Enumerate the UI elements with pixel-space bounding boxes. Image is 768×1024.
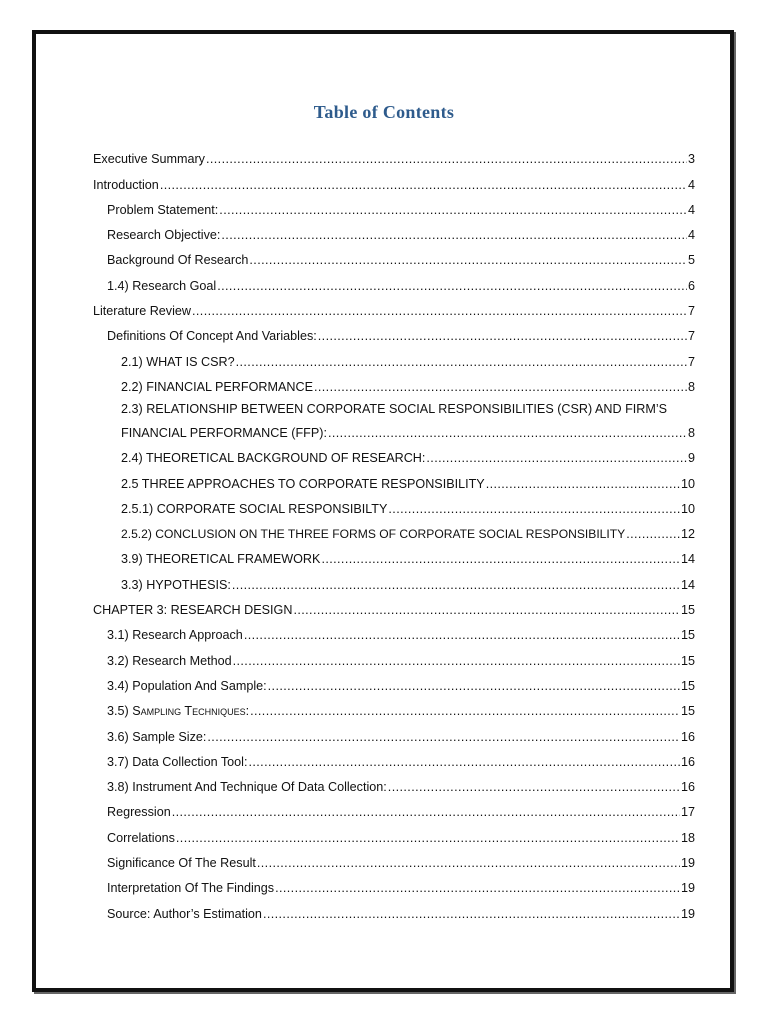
- toc-entry-label: Introduction: [93, 177, 159, 192]
- toc-entry-page: 16: [680, 754, 695, 769]
- toc-entry-page: 14: [680, 552, 695, 567]
- toc-entry-page: 7: [687, 354, 695, 369]
- toc-entry-label: 3.9) THEORETICAL FRAMEWORK: [121, 552, 321, 567]
- leader-dots: [388, 780, 680, 795]
- toc-entry[interactable]: [93, 441, 695, 466]
- leader-dots: [263, 907, 680, 922]
- toc-entry-label: 3.7) Data Collection Tool:: [107, 754, 248, 769]
- leader-dots: [486, 477, 680, 492]
- toc-entry-page: 14: [680, 577, 695, 592]
- toc-entry[interactable]: [93, 719, 695, 744]
- toc-entry-label: 2.3) RELATIONSHIP BETWEEN CORPORATE SOCIAL RESPONSIBILITIES (CSR) AND FIRM’S: [121, 401, 668, 416]
- toc-entry[interactable]: [93, 745, 695, 770]
- leader-dots: [219, 203, 687, 218]
- toc-entry[interactable]: [93, 370, 695, 395]
- toc-entry-label: FINANCIAL PERFORMANCE (FFP):: [121, 425, 327, 440]
- toc-entry[interactable]: [93, 466, 695, 491]
- leader-dots: [250, 704, 680, 719]
- toc-entry-page: 19: [680, 856, 695, 871]
- leader-dots: [257, 856, 680, 871]
- leader-dots: [426, 451, 687, 466]
- toc-entry-page: 4: [687, 202, 695, 217]
- toc-entry-page: 15: [680, 678, 695, 693]
- leader-dots: [206, 152, 687, 167]
- toc-entry-label: 2.5.2) CONCLUSION ON THE THREE FORMS OF CORPORATE SOCIAL RESPONSIBILITY: [121, 527, 626, 542]
- toc-entry[interactable]: [93, 492, 695, 517]
- toc-entry-label: 3.8) Instrument And Technique Of Data Collection:: [107, 780, 387, 795]
- toc-entry-continuation: [121, 424, 695, 441]
- toc-entry-page: 19: [680, 906, 695, 921]
- toc-entry[interactable]: [93, 694, 695, 719]
- leader-dots: [248, 755, 680, 770]
- leader-dots: [176, 831, 680, 846]
- leader-dots: [232, 578, 680, 593]
- toc-entry-label: 2.4) THEORETICAL BACKGROUND OF RESEARCH:: [121, 451, 426, 466]
- toc-entry[interactable]: [93, 395, 695, 441]
- toc-entry[interactable]: [93, 243, 695, 268]
- leader-dots: [233, 654, 680, 669]
- toc-entry[interactable]: [93, 193, 695, 218]
- toc-entry[interactable]: [93, 344, 695, 369]
- toc-entry-page: 8: [687, 379, 695, 394]
- toc-entry-label: 3.5) Sampling Techniques:: [107, 704, 250, 719]
- toc-entry-page: 10: [680, 476, 695, 491]
- toc-entry-page: 15: [680, 603, 695, 618]
- leader-dots: [328, 426, 687, 441]
- toc-entry[interactable]: [93, 618, 695, 643]
- toc-entry[interactable]: [93, 643, 695, 668]
- toc-entry[interactable]: [93, 218, 695, 243]
- leader-dots: [217, 279, 687, 294]
- toc-entry-page: 15: [680, 704, 695, 719]
- toc-entry-label: Problem Statement:: [107, 202, 219, 217]
- toc-entry[interactable]: [93, 268, 695, 293]
- toc-entry-page: 17: [680, 805, 695, 820]
- toc-entry-page: 12: [680, 527, 695, 542]
- toc-entry-label: Significance Of The Result: [107, 856, 256, 871]
- toc-entry-page: 8: [687, 425, 695, 440]
- toc-entry-label: 1.4) Research Goal: [107, 278, 217, 293]
- toc-entry-label: 3.4) Population And Sample:: [107, 678, 267, 693]
- leader-dots: [192, 304, 687, 319]
- leader-dots: [268, 679, 680, 694]
- leader-dots: [293, 603, 680, 618]
- toc-entry-label: 3.2) Research Method: [107, 653, 232, 668]
- toc-entry[interactable]: [93, 294, 695, 319]
- leader-dots: [318, 329, 687, 344]
- toc-entry[interactable]: [93, 820, 695, 845]
- toc-entry-label: Regression: [107, 805, 171, 820]
- toc-entry-label: Background Of Research: [107, 253, 249, 268]
- toc-entry[interactable]: [93, 871, 695, 896]
- leader-dots: [314, 380, 687, 395]
- toc-entry-page: 3: [687, 152, 695, 167]
- toc-entry[interactable]: [93, 846, 695, 871]
- toc-entry-page: 15: [680, 653, 695, 668]
- toc-entry[interactable]: [93, 167, 695, 192]
- toc-entry[interactable]: [93, 669, 695, 694]
- leader-dots: [172, 805, 680, 820]
- toc-entry-label: Interpretation Of The Findings: [107, 881, 275, 896]
- toc-entry-page: 19: [680, 881, 695, 896]
- toc-entry[interactable]: [93, 319, 695, 344]
- leader-dots: [275, 881, 680, 896]
- toc-entry-page: 7: [687, 304, 695, 319]
- leader-dots: [626, 527, 680, 542]
- toc-entry[interactable]: [93, 567, 695, 592]
- toc-entry-label: 2.2) FINANCIAL PERFORMANCE: [121, 379, 313, 394]
- table-of-contents: [93, 142, 695, 922]
- toc-entry[interactable]: [93, 517, 695, 542]
- toc-entry-page: 4: [687, 228, 695, 243]
- toc-entry[interactable]: [93, 542, 695, 567]
- toc-entry-label: 2.5 THREE APPROACHES TO CORPORATE RESPONSIBILITY: [121, 476, 485, 491]
- toc-entry-label: Literature Review: [93, 304, 191, 319]
- toc-entry-label: Definitions Of Concept And Variables:: [107, 329, 317, 344]
- toc-entry-page: 5: [687, 253, 695, 268]
- toc-entry-label: 2.1) WHAT IS CSR?: [121, 354, 235, 369]
- leader-dots: [388, 502, 680, 517]
- toc-entry-label: Correlations: [107, 830, 175, 845]
- toc-entry-page: 16: [680, 729, 695, 744]
- toc-entry-label: Source: Author’s Estimation: [107, 906, 262, 921]
- toc-entry[interactable]: [93, 770, 695, 795]
- toc-entry-label: 2.5.1) CORPORATE SOCIAL RESPONSIBILTY: [121, 501, 388, 516]
- toc-entry-label: 3.6) Sample Size:: [107, 729, 207, 744]
- leader-dots: [249, 253, 687, 268]
- toc-entry[interactable]: [93, 795, 695, 820]
- toc-entry-label: 3.1) Research Approach: [107, 628, 243, 643]
- leader-dots: [236, 355, 687, 370]
- toc-entry-label: CHAPTER 3: RESEARCH DESIGN: [93, 603, 293, 618]
- leader-dots: [160, 178, 687, 193]
- toc-entry-page: 16: [680, 780, 695, 795]
- toc-entry-page: 6: [687, 278, 695, 293]
- toc-entry-page: 15: [680, 628, 695, 643]
- leader-dots: [221, 228, 687, 243]
- toc-entry[interactable]: [93, 896, 695, 921]
- leader-dots: [207, 730, 680, 745]
- toc-title: Table of Contents: [313, 102, 455, 122]
- leader-dots: [244, 628, 680, 643]
- toc-entry-page: 7: [687, 329, 695, 344]
- toc-entry-page: 9: [687, 451, 695, 466]
- toc-entry-page: 18: [680, 830, 695, 845]
- toc-entry[interactable]: [93, 142, 695, 167]
- toc-entry-page: 4: [687, 177, 695, 192]
- toc-entry-label: Executive Summary: [93, 152, 205, 167]
- leader-dots: [321, 552, 680, 567]
- toc-entry[interactable]: [93, 593, 695, 618]
- toc-entry-page: 10: [680, 501, 695, 516]
- toc-entry-label: Research Objective:: [107, 228, 221, 243]
- toc-entry-label: 3.3) HYPOTHESIS:: [121, 577, 231, 592]
